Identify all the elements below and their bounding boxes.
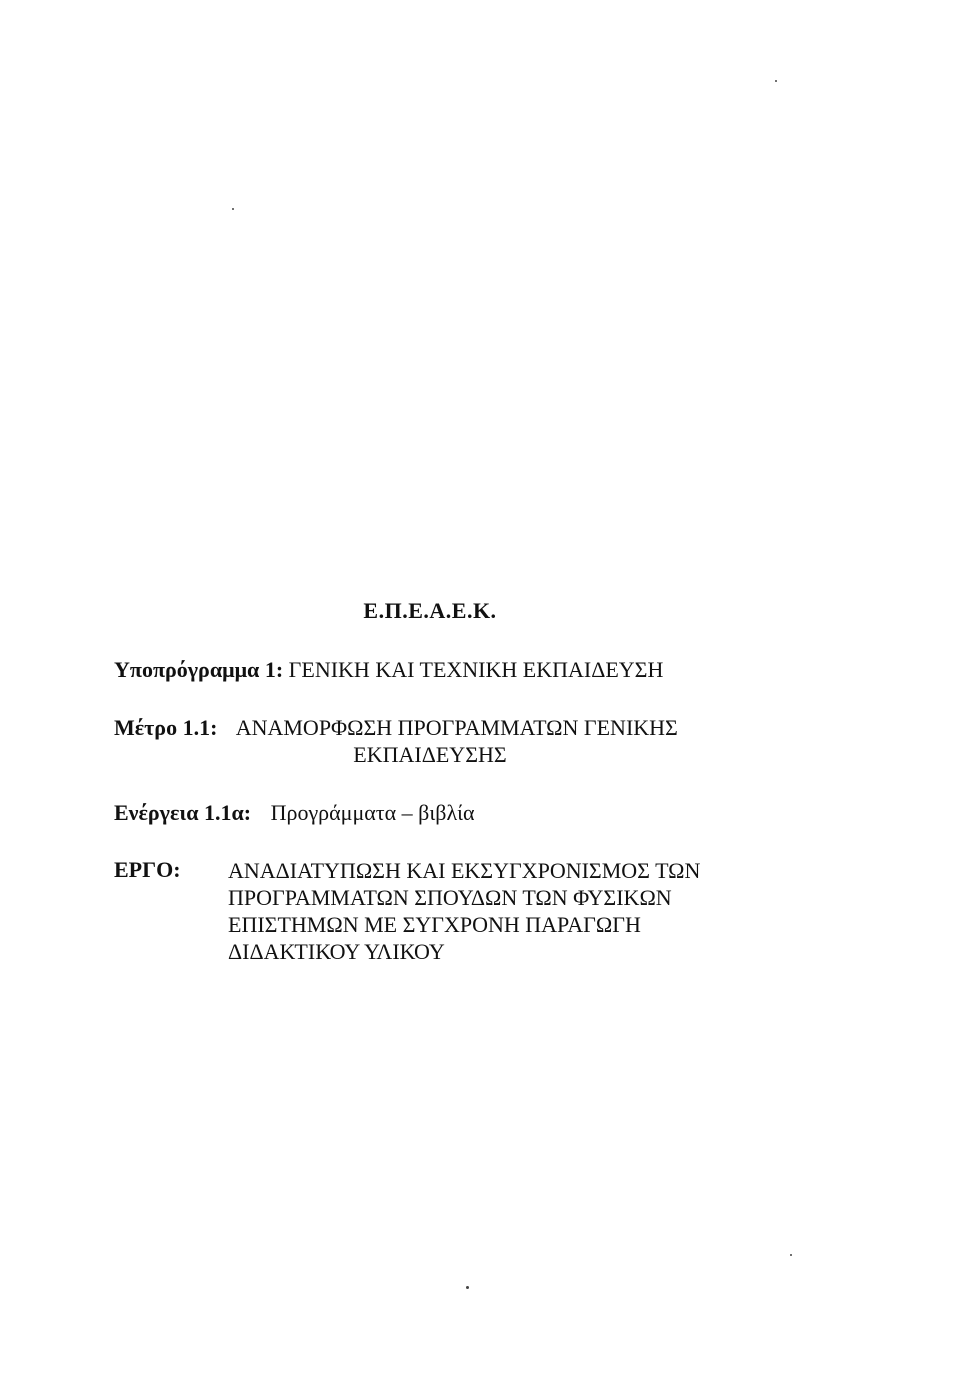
project-title-line: ΕΠΙΣΤΗΜΩΝ ΜΕ ΣΥΓΧΡΟΝΗ ΠΑΡΑΓΩΓΗ — [228, 912, 641, 937]
project-title-line: ΑΝΑΔΙΑΤΥΠΩΣΗ ΚΑΙ ΕΚΣΥΓΧΡΟΝΙΣΜΟΣ ΤΩΝ — [228, 858, 701, 883]
action-text: Προγράμματα – βιβλία — [270, 800, 475, 825]
action-row — [114, 800, 475, 826]
project-title — [228, 857, 700, 965]
subprogram-row — [114, 657, 663, 683]
measure-text-line2: ΕΚΠΑΙΔΕΥΣΗΣ — [353, 742, 507, 767]
measure-text-line1: ΑΝΑΜΟΡΦΩΣΗ ΠΡΟΓΡΑΜΜΑΤΩΝ ΓΕΝΙΚΗΣ — [235, 715, 678, 740]
scan-speck — [232, 208, 234, 210]
project-title-line: ΔΙΔΑΚΤΙΚΟΥ ΥΛΙΚΟΥ — [228, 939, 445, 964]
project-label: ΕΡΓΟ: — [114, 857, 181, 882]
measure-label: Μέτρο 1.1: — [114, 715, 218, 740]
scan-speck — [775, 80, 777, 82]
action-label: Ενέργεια 1.1α: — [114, 800, 252, 825]
program-acronym: Ε.Π.Ε.Α.Ε.Κ. — [363, 598, 497, 623]
measure-row — [114, 715, 678, 741]
subprogram-text: ΓΕΝΙΚΗ ΚΑΙ ΤΕΧΝΙΚΗ ΕΚΠΑΙΔΕΥΣΗ — [288, 657, 664, 682]
scan-speck — [790, 1254, 792, 1256]
subprogram-label: Υποπρόγραμμα 1: — [114, 657, 284, 682]
project-title-line: ΠΡΟΓΡΑΜΜΑΤΩΝ ΣΠΟΥΔΩΝ ΤΩΝ ΦΥΣΙΚΩΝ — [228, 885, 672, 910]
scan-speck — [466, 1286, 469, 1289]
